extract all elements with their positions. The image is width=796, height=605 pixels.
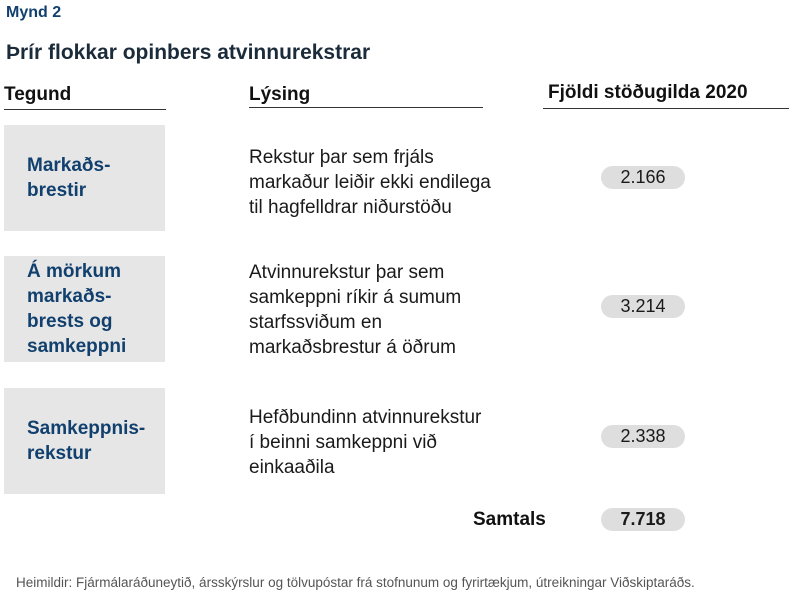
column-rule-count <box>543 108 789 109</box>
figure-title: Þrír flokkar opinbers atvinnurekstrar <box>6 41 371 64</box>
value-pill: 2.166 <box>601 166 685 189</box>
column-rule-type <box>4 109 166 110</box>
description-text: Hefðbundinn atvinnurekstur í beinni samkeppni við einkaaðila <box>249 407 482 478</box>
description-text: Atvinnurekstur þar sem samkeppni ríkir á sumum starfssviðum en markaðsbrestur á öðrum <box>249 262 462 358</box>
type-label: Samkeppnis- rekstur <box>27 418 146 464</box>
type-label: Á mörkum markaðs- brests og samkeppni <box>27 261 127 357</box>
type-box-borderline <box>4 256 165 362</box>
type-label: Markaðs- brestir <box>27 155 111 201</box>
type-box-competitive <box>4 388 165 494</box>
figure-number: Mynd 2 <box>6 4 62 21</box>
source-note: Heimildir: Fjármálaráðuneytið, ársskýrslur og tölvupóstar frá stofnunum og fyrirtækjum, útreikningar Viðskiptaráðs. <box>16 575 695 590</box>
column-header-count: Fjöldi stöðugilda 2020 <box>548 82 748 103</box>
description-text: Rekstur þar sem frjáls markaður leiðir ekki endilega til hagfelldrar niðurstöðu <box>249 147 491 218</box>
column-header-description: Lýsing <box>249 84 311 105</box>
value-pill: 3.214 <box>601 295 685 318</box>
type-box-market-failure <box>4 125 165 231</box>
column-rule-description <box>249 107 483 108</box>
column-header-type: Tegund <box>4 84 72 105</box>
total-value-pill: 7.718 <box>601 508 685 531</box>
total-label: Samtals <box>473 509 546 530</box>
value-pill: 2.338 <box>601 425 685 448</box>
